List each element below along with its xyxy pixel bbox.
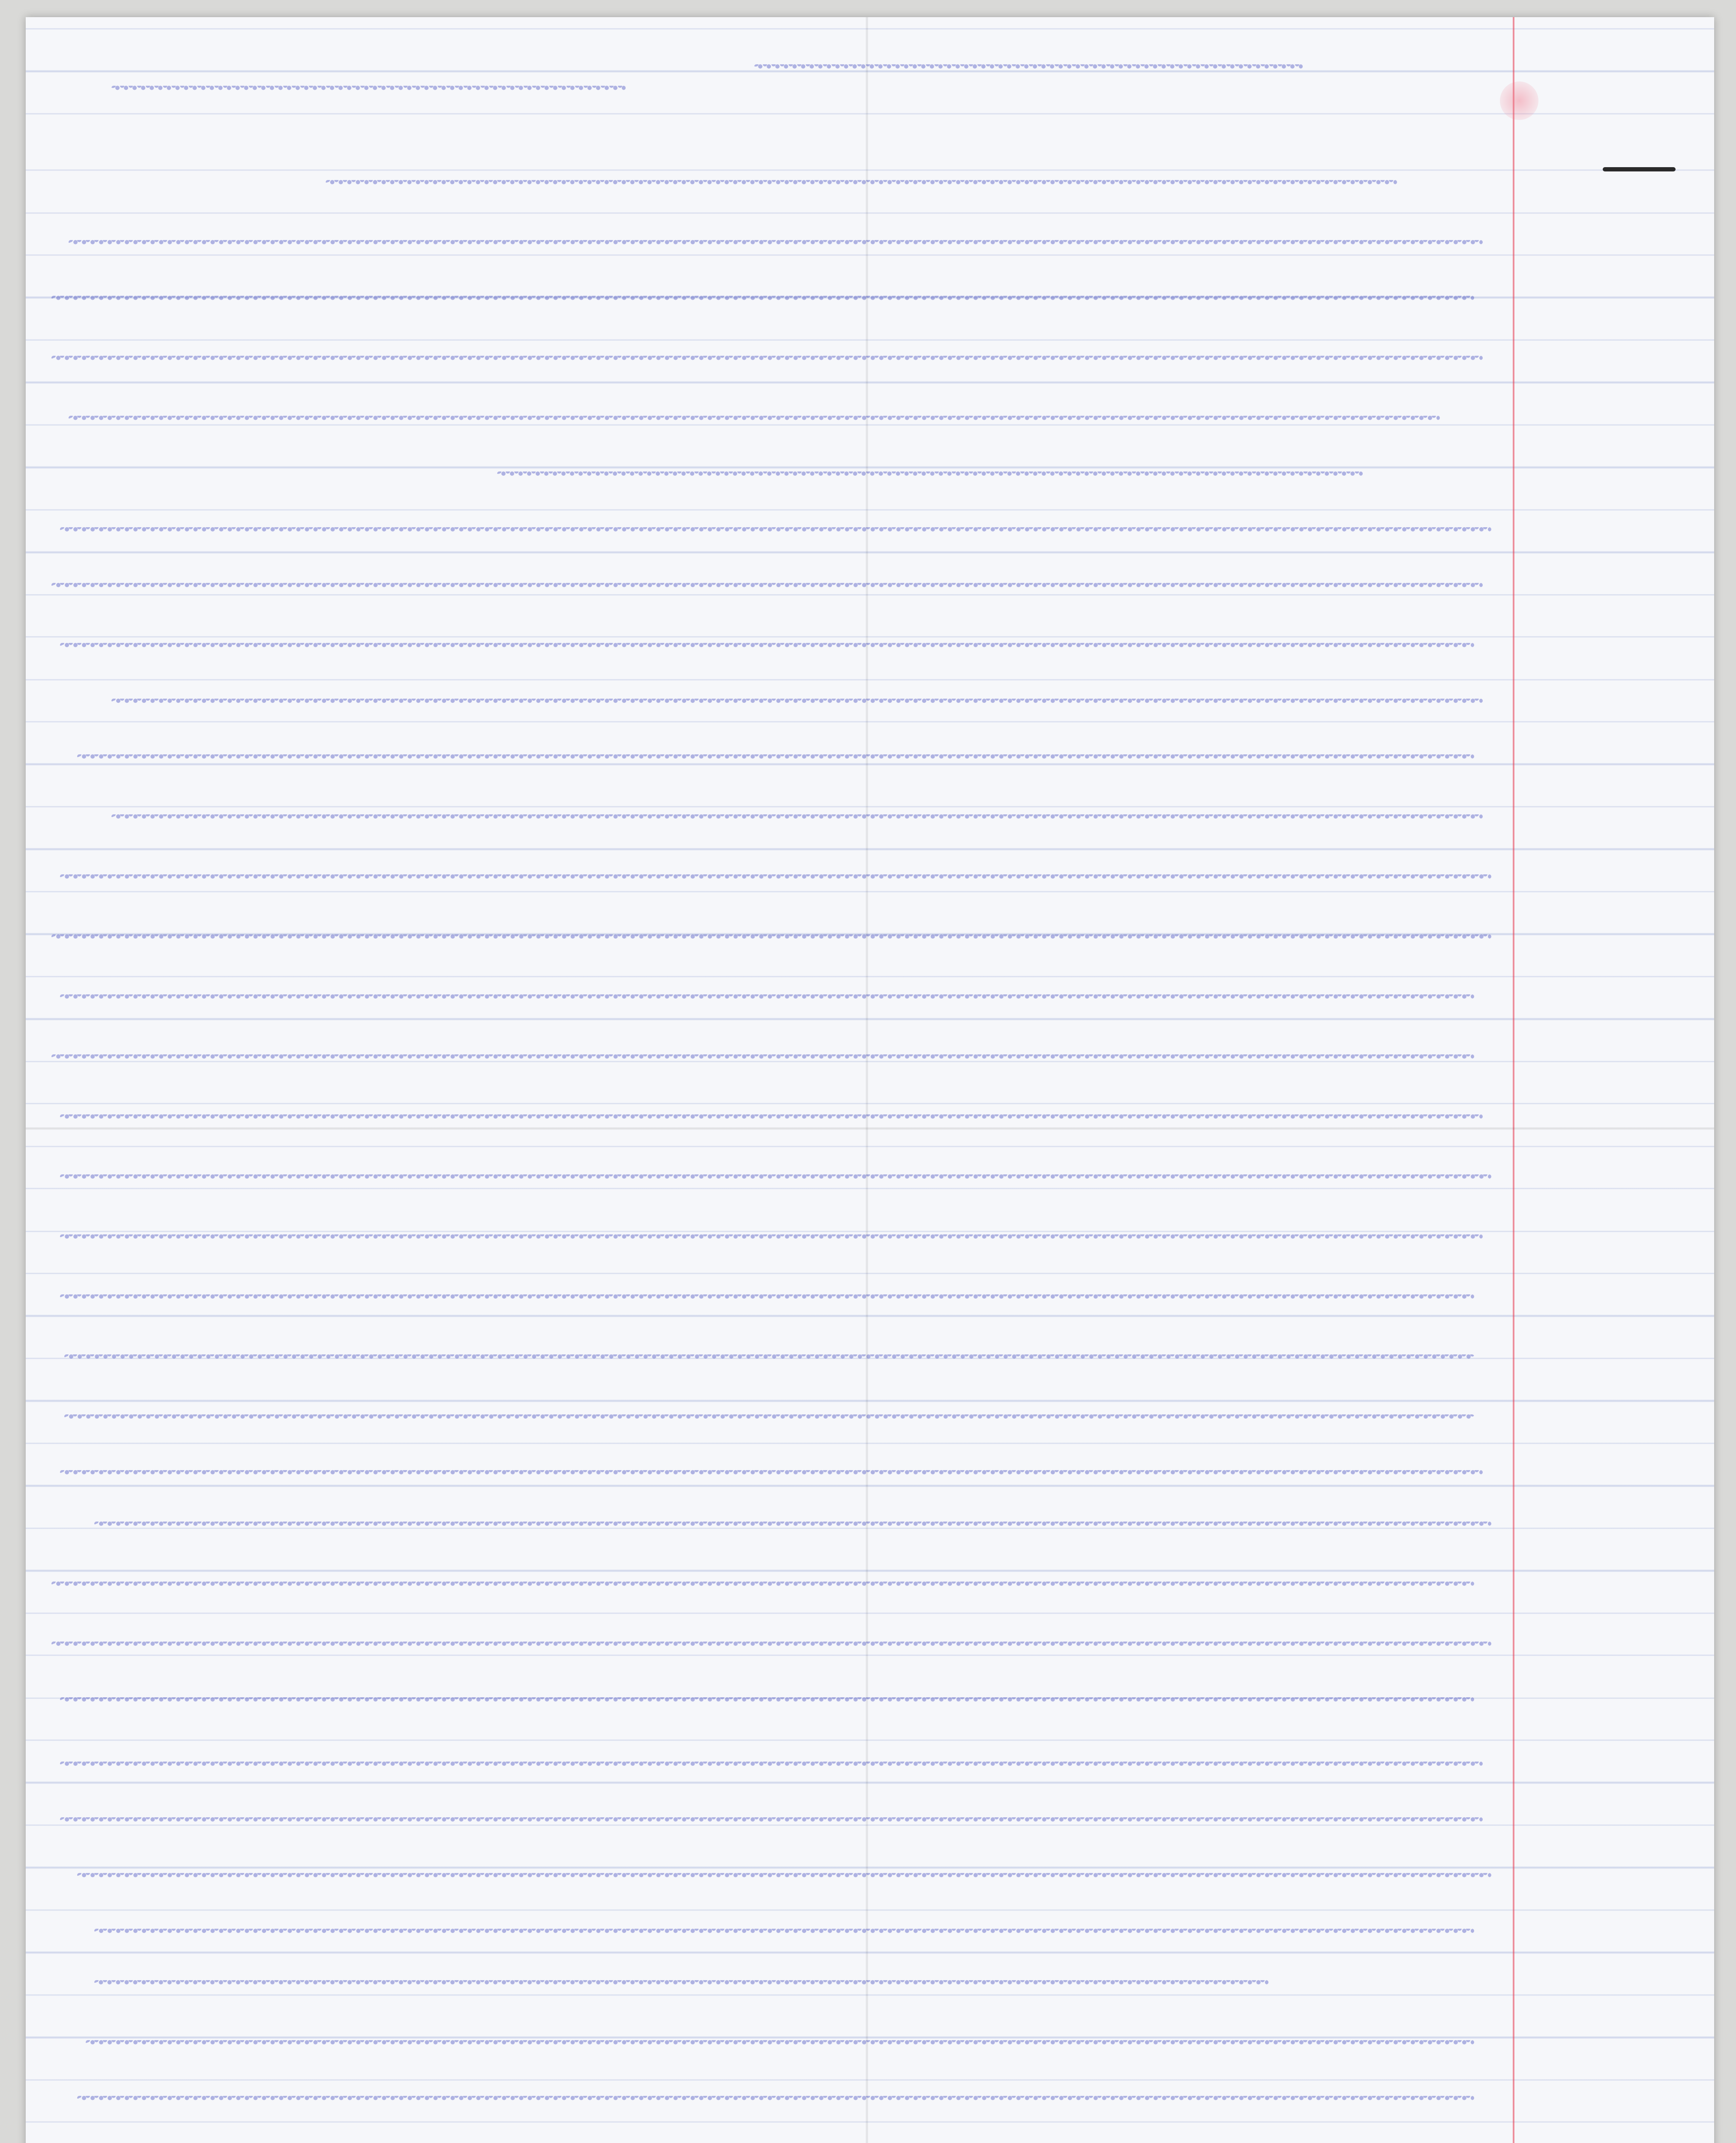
handwriting-line [94, 1980, 1268, 1984]
fold-crease-horizontal [26, 1127, 1714, 1130]
handwriting-line [94, 1929, 1474, 1933]
handwriting-line [51, 583, 1483, 587]
handwriting-line [326, 180, 1397, 184]
handwriting-line [51, 1582, 1474, 1586]
handwriting-line [111, 814, 1483, 819]
ink-smudge [1500, 81, 1538, 120]
handwriting-line [64, 1414, 1474, 1419]
ruled-lines [26, 17, 1714, 2143]
handwriting-line [60, 527, 1491, 531]
handwriting-line [60, 1817, 1483, 1822]
handwriting-line [51, 356, 1483, 360]
handwriting-line [51, 296, 1474, 300]
margin-line [1513, 17, 1514, 2143]
handwriting-line [60, 1762, 1483, 1766]
handwriting-line [60, 994, 1474, 999]
handwriting-line [111, 699, 1483, 703]
handwriting-line [77, 1873, 1491, 1877]
dash-mark [1603, 167, 1676, 171]
fold-crease-vertical [866, 17, 868, 2143]
handwriting-line [86, 2040, 1474, 2044]
handwriting-line [51, 934, 1491, 939]
handwriting-line [94, 1522, 1491, 1526]
handwriting-line [64, 1354, 1474, 1359]
handwriting-line [111, 86, 626, 90]
handwriting-line [77, 2096, 1474, 2100]
handwriting-line [497, 471, 1363, 476]
handwriting-line [69, 240, 1483, 244]
handwriting-line [60, 1470, 1483, 1474]
handwriting-line [60, 874, 1491, 879]
handwriting-line [754, 64, 1303, 69]
handwriting-line [51, 1642, 1491, 1646]
handwriting-line [51, 1054, 1474, 1059]
handwriting-line [60, 1114, 1483, 1119]
handwriting-line [60, 643, 1474, 647]
handwriting-line [77, 754, 1474, 759]
letter-sheet [26, 17, 1714, 2143]
handwriting-line [60, 1697, 1474, 1702]
handwriting-line [60, 1294, 1474, 1299]
handwriting-line [60, 1234, 1483, 1239]
handwriting-line [69, 416, 1440, 420]
handwriting-line [60, 1174, 1491, 1179]
